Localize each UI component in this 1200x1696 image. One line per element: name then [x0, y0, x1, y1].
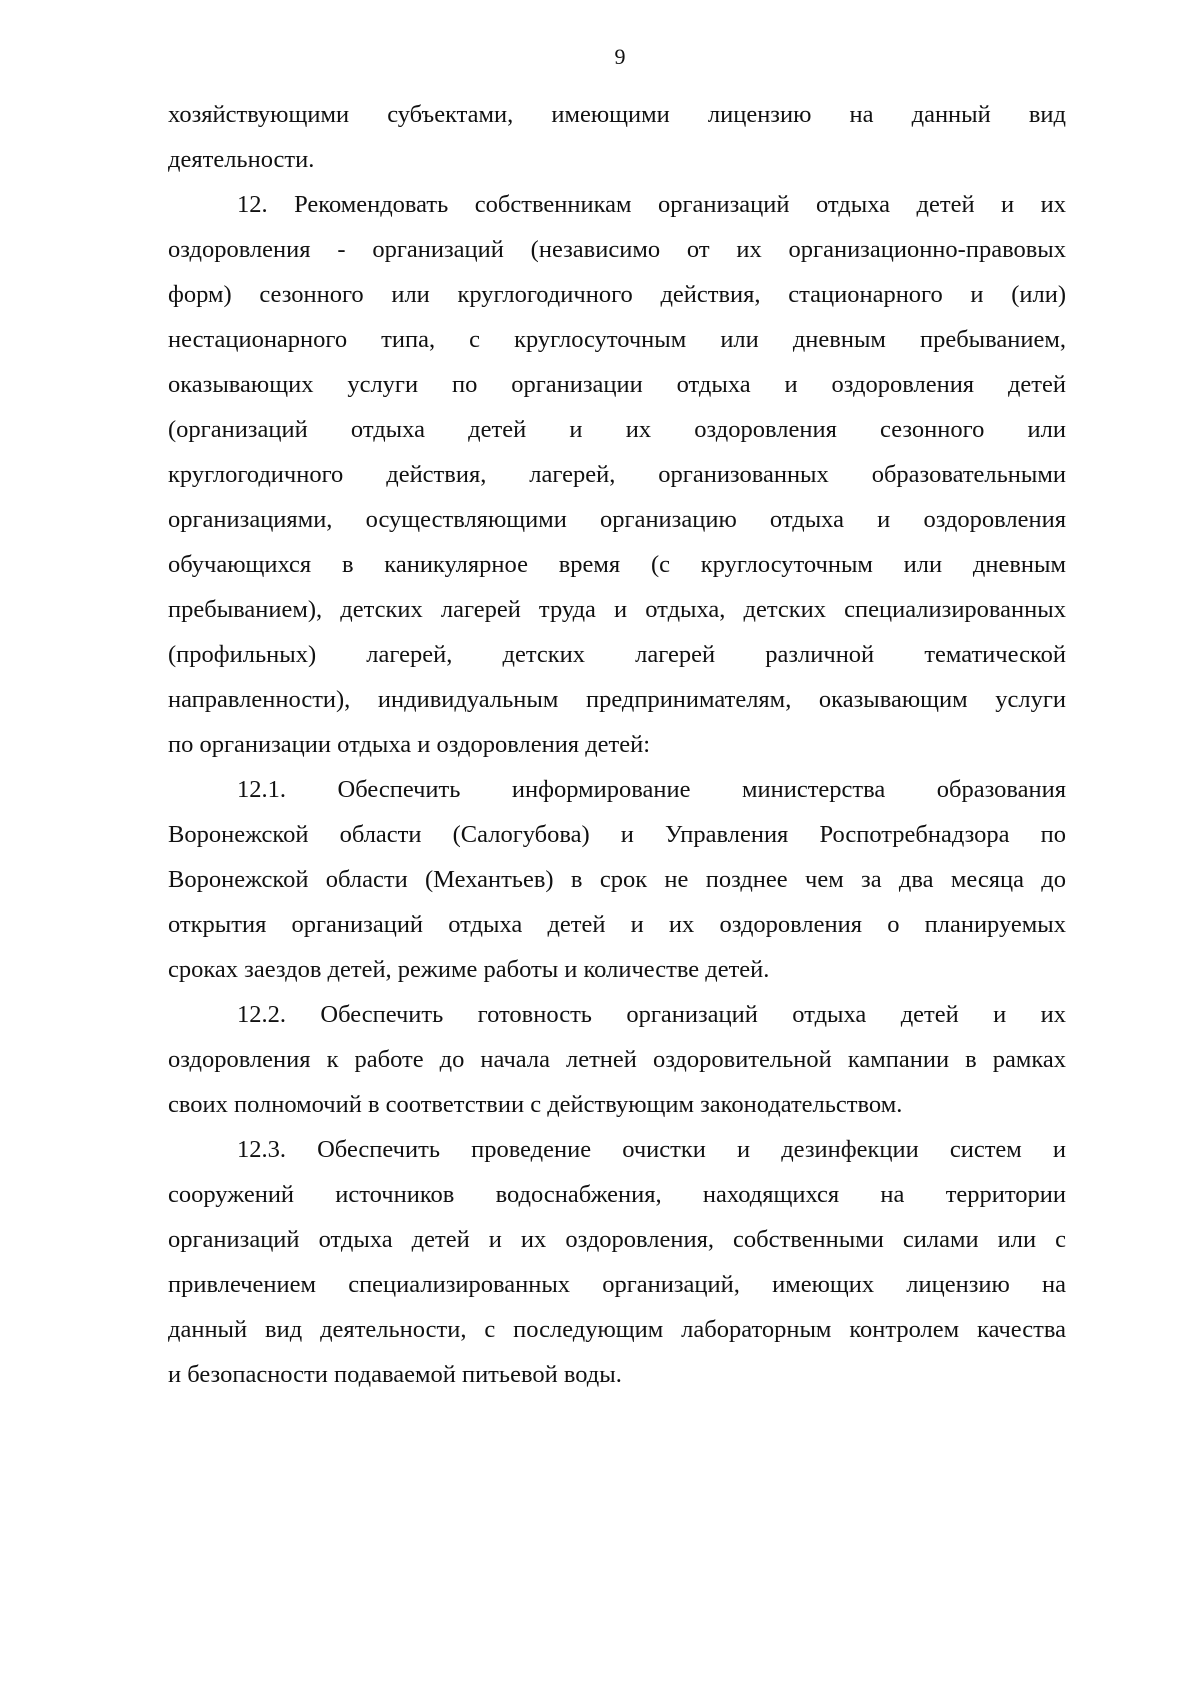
text-line: 12.1. Обеспечить информирование министерства образования	[237, 776, 1066, 803]
text-line: круглогодичного действия, лагерей, организованных образовательными	[168, 461, 1066, 488]
text-line: своих полномочий в соответствии с действующим законодательством.	[168, 1091, 903, 1118]
text-line: 12.3. Обеспечить проведение очистки и дезинфекции систем и	[237, 1136, 1066, 1163]
text-line: сроках заездов детей, режиме работы и количестве детей.	[168, 956, 770, 983]
paragraph	[168, 92, 1066, 182]
text-line: обучающихся в каникулярное время (с круглосуточным или дневным	[168, 551, 1066, 578]
text-line: 12.2. Обеспечить готовность организаций отдыха детей и их	[237, 1001, 1066, 1028]
text-line: 12. Рекомендовать собственникам организаций отдыха детей и их	[237, 191, 1066, 218]
paragraph	[168, 767, 1066, 992]
page-number: 9	[614, 44, 626, 69]
text-line: сооружений источников водоснабжения, находящихся на территории	[168, 1181, 1066, 1208]
paragraph	[168, 1127, 1066, 1397]
text-line: пребыванием), детских лагерей труда и отдыха, детских специализированных	[168, 596, 1066, 623]
paragraph	[168, 992, 1066, 1127]
text-line: оздоровления к работе до начала летней оздоровительной кампании в рамках	[168, 1046, 1066, 1073]
text-line: по организации отдыха и оздоровления детей:	[168, 731, 651, 758]
text-line: организаций отдыха детей и их оздоровления, собственными силами или с	[168, 1226, 1066, 1253]
text-line: Воронежской области (Салогубова) и Управления Роспотребнадзора по	[168, 821, 1066, 848]
text-line: хозяйствующими субъектами, имеющими лицензию на данный вид	[168, 101, 1066, 128]
text-line: Воронежской области (Механтьев) в срок не позднее чем за два месяца до	[168, 866, 1066, 893]
document-body	[168, 92, 1066, 1397]
text-line: форм) сезонного или круглогодичного действия, стационарного и (или)	[168, 281, 1066, 308]
text-line: оздоровления - организаций (независимо от их организационно-правовых	[168, 236, 1066, 263]
text-line: (организаций отдыха детей и их оздоровления сезонного или	[168, 416, 1066, 443]
text-line: оказывающих услуги по организации отдыха и оздоровления детей	[168, 371, 1066, 398]
text-line: организациями, осуществляющими организацию отдыха и оздоровления	[168, 506, 1066, 533]
text-line: и безопасности подаваемой питьевой воды.	[168, 1361, 622, 1388]
text-line: (профильных) лагерей, детских лагерей различной тематической	[168, 641, 1066, 668]
text-line: нестационарного типа, с круглосуточным или дневным пребыванием,	[168, 326, 1066, 353]
text-line: привлечением специализированных организаций, имеющих лицензию на	[168, 1271, 1066, 1298]
text-line: данный вид деятельности, с последующим лабораторным контролем качества	[168, 1316, 1066, 1343]
text-line: открытия организаций отдыха детей и их оздоровления о планируемых	[168, 911, 1066, 938]
text-line: деятельности.	[168, 146, 315, 173]
text-line: направленности), индивидуальным предпринимателям, оказывающим услуги	[168, 686, 1066, 713]
paragraph	[168, 182, 1066, 767]
